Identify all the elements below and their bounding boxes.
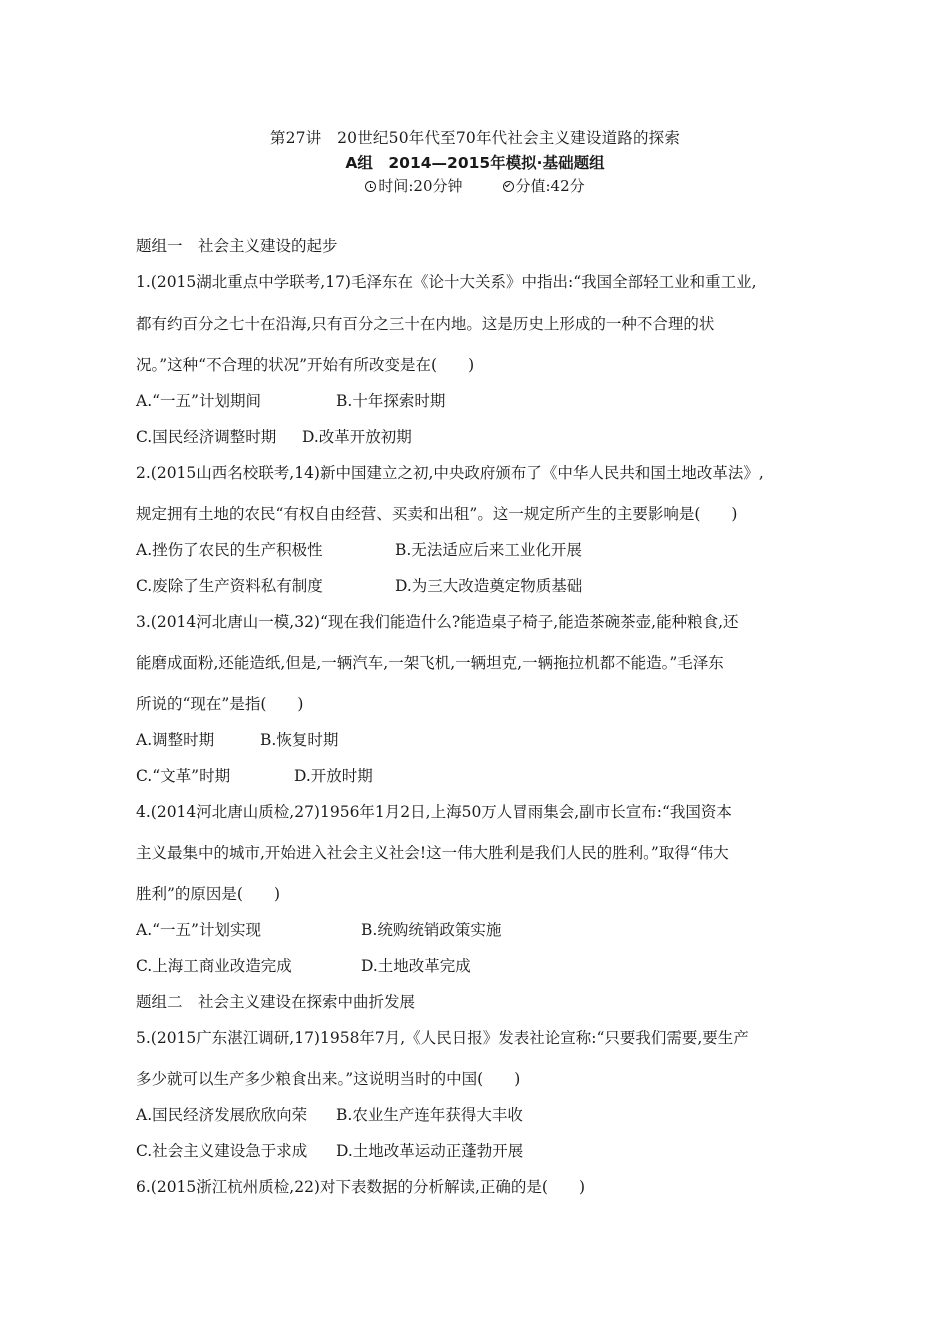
question-text: 4.(2014河北唐山质检,27)1956年1月2日,上海50万人冒雨集会,副市长宣布:“我国资本	[136, 803, 732, 821]
section-title: 题组二 社会主义建设在探索中曲折发展	[136, 993, 416, 1011]
option-d[interactable]: D.土地改革完成	[361, 957, 471, 975]
option-c[interactable]: C.国民经济调整时期	[136, 428, 277, 446]
option-a[interactable]: A.国民经济发展欣欣向荣	[136, 1106, 308, 1124]
option-b[interactable]: B.十年探索时期	[336, 392, 446, 410]
question-text: 2.(2015山西名校联考,14)新中国建立之初,中央政府颁布了《中华人民共和国土地改革法》,	[136, 464, 764, 482]
check-icon	[503, 181, 514, 192]
option-d[interactable]: D.改革开放初期	[302, 428, 412, 446]
question-text: 3.(2014河北唐山一模,32)“现在我们能造什么?能造桌子椅子,能造茶碗茶壶,能种粮食,还	[136, 613, 739, 631]
question-text: 所说的“现在”是指( )	[136, 695, 304, 713]
score-label: 分值:42分	[515, 177, 585, 195]
question-text: 1.(2015湖北重点中学联考,17)毛泽东在《论十大关系》中指出:“我国全部轻工业和重工业,	[136, 273, 757, 291]
question-text: 能磨成面粉,还能造纸,但是,一辆汽车,一架飞机,一辆坦克,一辆拖拉机都不能造。”毛泽东	[136, 654, 724, 672]
option-row	[136, 1105, 523, 1125]
question-text: 6.(2015浙江杭州质检,22)对下表数据的分析解读,正确的是( )	[136, 1178, 586, 1196]
option-d[interactable]: D.土地改革运动正蓬勃开展	[336, 1142, 524, 1160]
question-text: 规定拥有土地的农民“有权自由经营、买卖和出租”。这一规定所产生的主要影响是( )	[136, 505, 738, 523]
option-b[interactable]: B.恢复时期	[260, 731, 339, 749]
option-row	[136, 427, 412, 447]
score-info	[503, 175, 585, 196]
option-row	[136, 730, 339, 750]
time-label: 时间:20分钟	[378, 177, 463, 195]
option-d[interactable]: D.为三大改造奠定物质基础	[395, 577, 583, 595]
option-row	[136, 956, 471, 976]
option-c[interactable]: C.废除了生产资料私有制度	[136, 577, 323, 595]
option-c[interactable]: C.社会主义建设急于求成	[136, 1142, 308, 1160]
lecture-title: 第27讲 20世纪50年代至70年代社会主义建设道路的探索	[269, 129, 681, 147]
option-row	[136, 391, 446, 411]
option-c[interactable]: C.“文革”时期	[136, 767, 231, 785]
question-text: 主义最集中的城市,开始进入社会主义社会!这一伟大胜利是我们人民的胜利。”取得“伟大	[136, 844, 729, 862]
option-b[interactable]: B.统购统销政策实施	[361, 921, 502, 939]
option-a[interactable]: A.调整时期	[136, 731, 215, 749]
option-row	[136, 576, 583, 596]
question-text: 都有约百分之七十在沿海,只有百分之三十在内地。这是历史上形成的一种不合理的状	[136, 315, 715, 333]
time-info	[365, 175, 462, 196]
option-row	[136, 540, 582, 560]
question-text: 5.(2015广东湛江调研,17)1958年7月,《人民日报》发表社论宣称:“只要我们需要,要生产	[136, 1029, 749, 1047]
option-b[interactable]: B.无法适应后来工业化开展	[395, 541, 582, 559]
option-a[interactable]: A.挫伤了农民的生产积极性	[136, 541, 323, 559]
meta-line	[0, 175, 950, 196]
option-b[interactable]: B.农业生产连年获得大丰收	[336, 1106, 523, 1124]
group-title: A组 2014—2015年模拟·基础题组	[345, 154, 605, 172]
option-row	[136, 1141, 524, 1161]
option-row	[136, 766, 373, 786]
option-c[interactable]: C.上海工商业改造完成	[136, 957, 292, 975]
question-text: 胜利”的原因是( )	[136, 885, 281, 903]
question-text: 多少就可以生产多少粮食出来。”这说明当时的中国( )	[136, 1070, 521, 1088]
option-a[interactable]: A.“一五”计划期间	[136, 392, 261, 410]
clock-icon	[365, 181, 376, 192]
option-d[interactable]: D.开放时期	[294, 767, 373, 785]
question-text: 况。”这种“不合理的状况”开始有所改变是在( )	[136, 356, 475, 374]
section-title: 题组一 社会主义建设的起步	[136, 237, 338, 255]
option-row	[136, 920, 502, 940]
option-a[interactable]: A.“一五”计划实现	[136, 921, 261, 939]
